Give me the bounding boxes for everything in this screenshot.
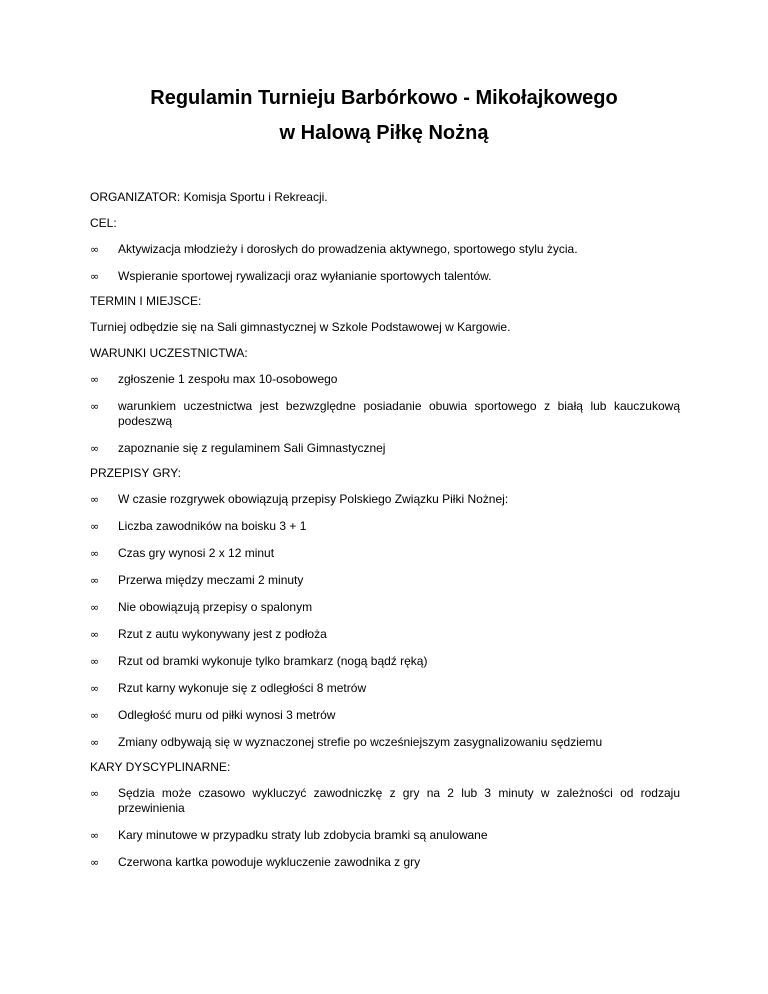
bullet-icon: ∞ — [90, 243, 100, 256]
bullet-icon: ∞ — [90, 270, 100, 283]
bullet-icon: ∞ — [90, 400, 100, 413]
bullet-icon: ∞ — [90, 373, 100, 386]
list-item: ∞ Rzut z autu wykonywany jest z podłoża — [90, 627, 327, 641]
rules-list — [90, 492, 680, 750]
list-item: ∞ Aktywizacja młodzieży i dorosłych do prowadzenia aktywnego, sportowego stylu życia. — [90, 242, 578, 256]
date-place-text: Turniej odbędzie się na Sali gimnastycznej w Szkole Podstawowej w Kargowie. — [90, 320, 511, 334]
list-item: ∞ Czas gry wynosi 2 x 12 minut — [90, 546, 275, 560]
list-item: ∞ Czerwona kartka powoduje wykluczenie zawodnika z gry — [90, 855, 421, 869]
document-body — [90, 190, 680, 882]
list-item: ∞ zgłoszenie 1 zespołu max 10-osobowego — [90, 372, 338, 386]
organizer-line: ORGANIZATOR: Komisja Sportu i Rekreacji. — [90, 190, 328, 204]
bullet-icon: ∞ — [90, 829, 100, 842]
bullet-icon: ∞ — [90, 856, 100, 869]
bullet-icon: ∞ — [90, 628, 100, 641]
list-item: ∞ Nie obowiązują przepisy o spalonym — [90, 600, 313, 614]
document-title: Regulamin Turnieju Barbórkowo - Mikołajkowego — [150, 87, 618, 109]
list-item: ∞ Przerwa między meczami 2 minuty — [90, 573, 304, 587]
bullet-icon: ∞ — [90, 442, 100, 455]
bullet-icon: ∞ — [90, 736, 100, 749]
goal-heading: CEL: — [90, 216, 117, 230]
list-item: ∞ Zmiany odbywają się w wyznaczonej strefie po wcześniejszym zasygnalizowaniu sędziemu — [90, 735, 603, 749]
list-item: ∞ Rzut karny wykonuje się z odległości 8 metrów — [90, 681, 367, 695]
list-item: ∞ Liczba zawodników na boisku 3 + 1 — [90, 519, 307, 533]
list-item: ∞ warunkiem uczestnictwa jest bezwzględne posiadanie obuwia sportowego z białą lub kauczukową podeszwą — [90, 399, 680, 428]
list-item: ∞ Rzut od bramki wykonuje tylko bramkarz (nogą bądź ręką) — [90, 654, 428, 668]
goal-list — [90, 242, 680, 284]
bullet-icon: ∞ — [90, 709, 100, 722]
penalties-heading: KARY DYSCYPLINARNE: — [90, 760, 231, 774]
bullet-icon: ∞ — [90, 601, 100, 614]
bullet-icon: ∞ — [90, 547, 100, 560]
bullet-icon: ∞ — [90, 682, 100, 695]
document-subtitle: w Halową Piłkę Nożną — [279, 122, 489, 144]
conditions-heading: WARUNKI UCZESTNICTWA: — [90, 346, 248, 360]
rules-heading: PRZEPISY GRY: — [90, 466, 181, 480]
bullet-icon: ∞ — [90, 655, 100, 668]
list-item: ∞ zapoznanie się z regulaminem Sali Gimnastycznej — [90, 441, 386, 455]
list-item: ∞ W czasie rozgrywek obowiązują przepisy Polskiego Związku Piłki Nożnej: — [90, 492, 509, 506]
date-place-heading: TERMIN I MIEJSCE: — [90, 294, 202, 308]
conditions-list — [90, 372, 680, 456]
list-item: ∞ Sędzia może czasowo wykluczyć zawodniczkę z gry na 2 lub 3 minuty w zależności od rodzaju przewinienia — [90, 786, 680, 815]
bullet-icon: ∞ — [90, 787, 100, 800]
penalties-list — [90, 786, 680, 870]
list-item: ∞ Odległość muru od piłki wynosi 3 metrów — [90, 708, 336, 722]
bullet-icon: ∞ — [90, 520, 100, 533]
list-item: ∞ Wspieranie sportowej rywalizacji oraz wyłanianie sportowych talentów. — [90, 269, 492, 283]
list-item: ∞ Kary minutowe w przypadku straty lub zdobycia bramki są anulowane — [90, 828, 488, 842]
bullet-icon: ∞ — [90, 574, 100, 587]
bullet-icon: ∞ — [90, 493, 100, 506]
